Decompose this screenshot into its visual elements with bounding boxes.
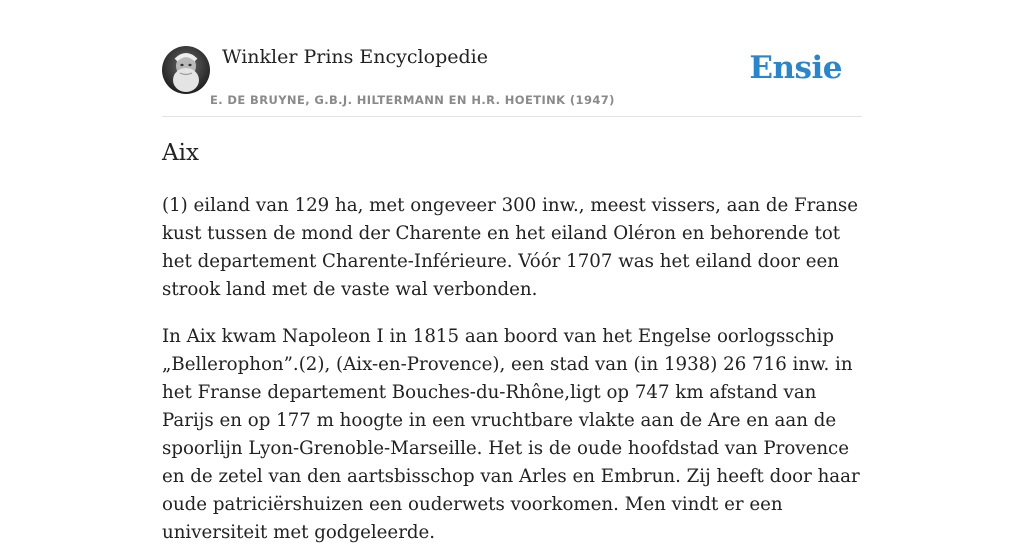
article-paragraph-1: (1) eiland van 129 ha, met ongeveer 300 inw., meest vissers, aan de Franse kust tussen de mond der Charente en het eiland Oléron en behorende tot het departement Charente-Inférieure. Vóór 1707 was het eiland door een strook land met de vaste wal verbonden. bbox=[162, 195, 859, 300]
article-headword: Aix bbox=[162, 140, 199, 166]
brand-logo[interactable]: Ensie bbox=[749, 50, 842, 86]
source-authors: E. DE BRUYNE, G.B.J. HILTERMANN EN H.R. HOETINK (1947) bbox=[210, 93, 615, 107]
source-header bbox=[162, 0, 862, 117]
page-container bbox=[162, 0, 862, 543]
source-title[interactable]: Winkler Prins Encyclopedie bbox=[222, 46, 488, 68]
author-avatar[interactable] bbox=[162, 46, 210, 94]
article-paragraph-2: In Aix kwam Napoleon I in 1815 aan boord van het Engelse oorlogsschip „Bellerophon”.(2), (Aix-en-Provence), een stad van (in 1938) 26 716 inw. in het Franse departement Bouches-du-Rhône,ligt op 747 km afstand van Parijs en op 177 m hoogte in een vruchtbare vlakte aan de Are en aan de spoorlijn Lyon-Grenoble-Marseille. Het is de oude hoofdstad van Provence en de zetel van den aartsbisschop van Arles en Embrun. Zij heeft door haar oude patriciërshuizen een ouderwets voorkomen. Men vindt er een universiteit met godgeleerde. bbox=[162, 326, 860, 543]
author-portrait-icon bbox=[162, 46, 210, 94]
